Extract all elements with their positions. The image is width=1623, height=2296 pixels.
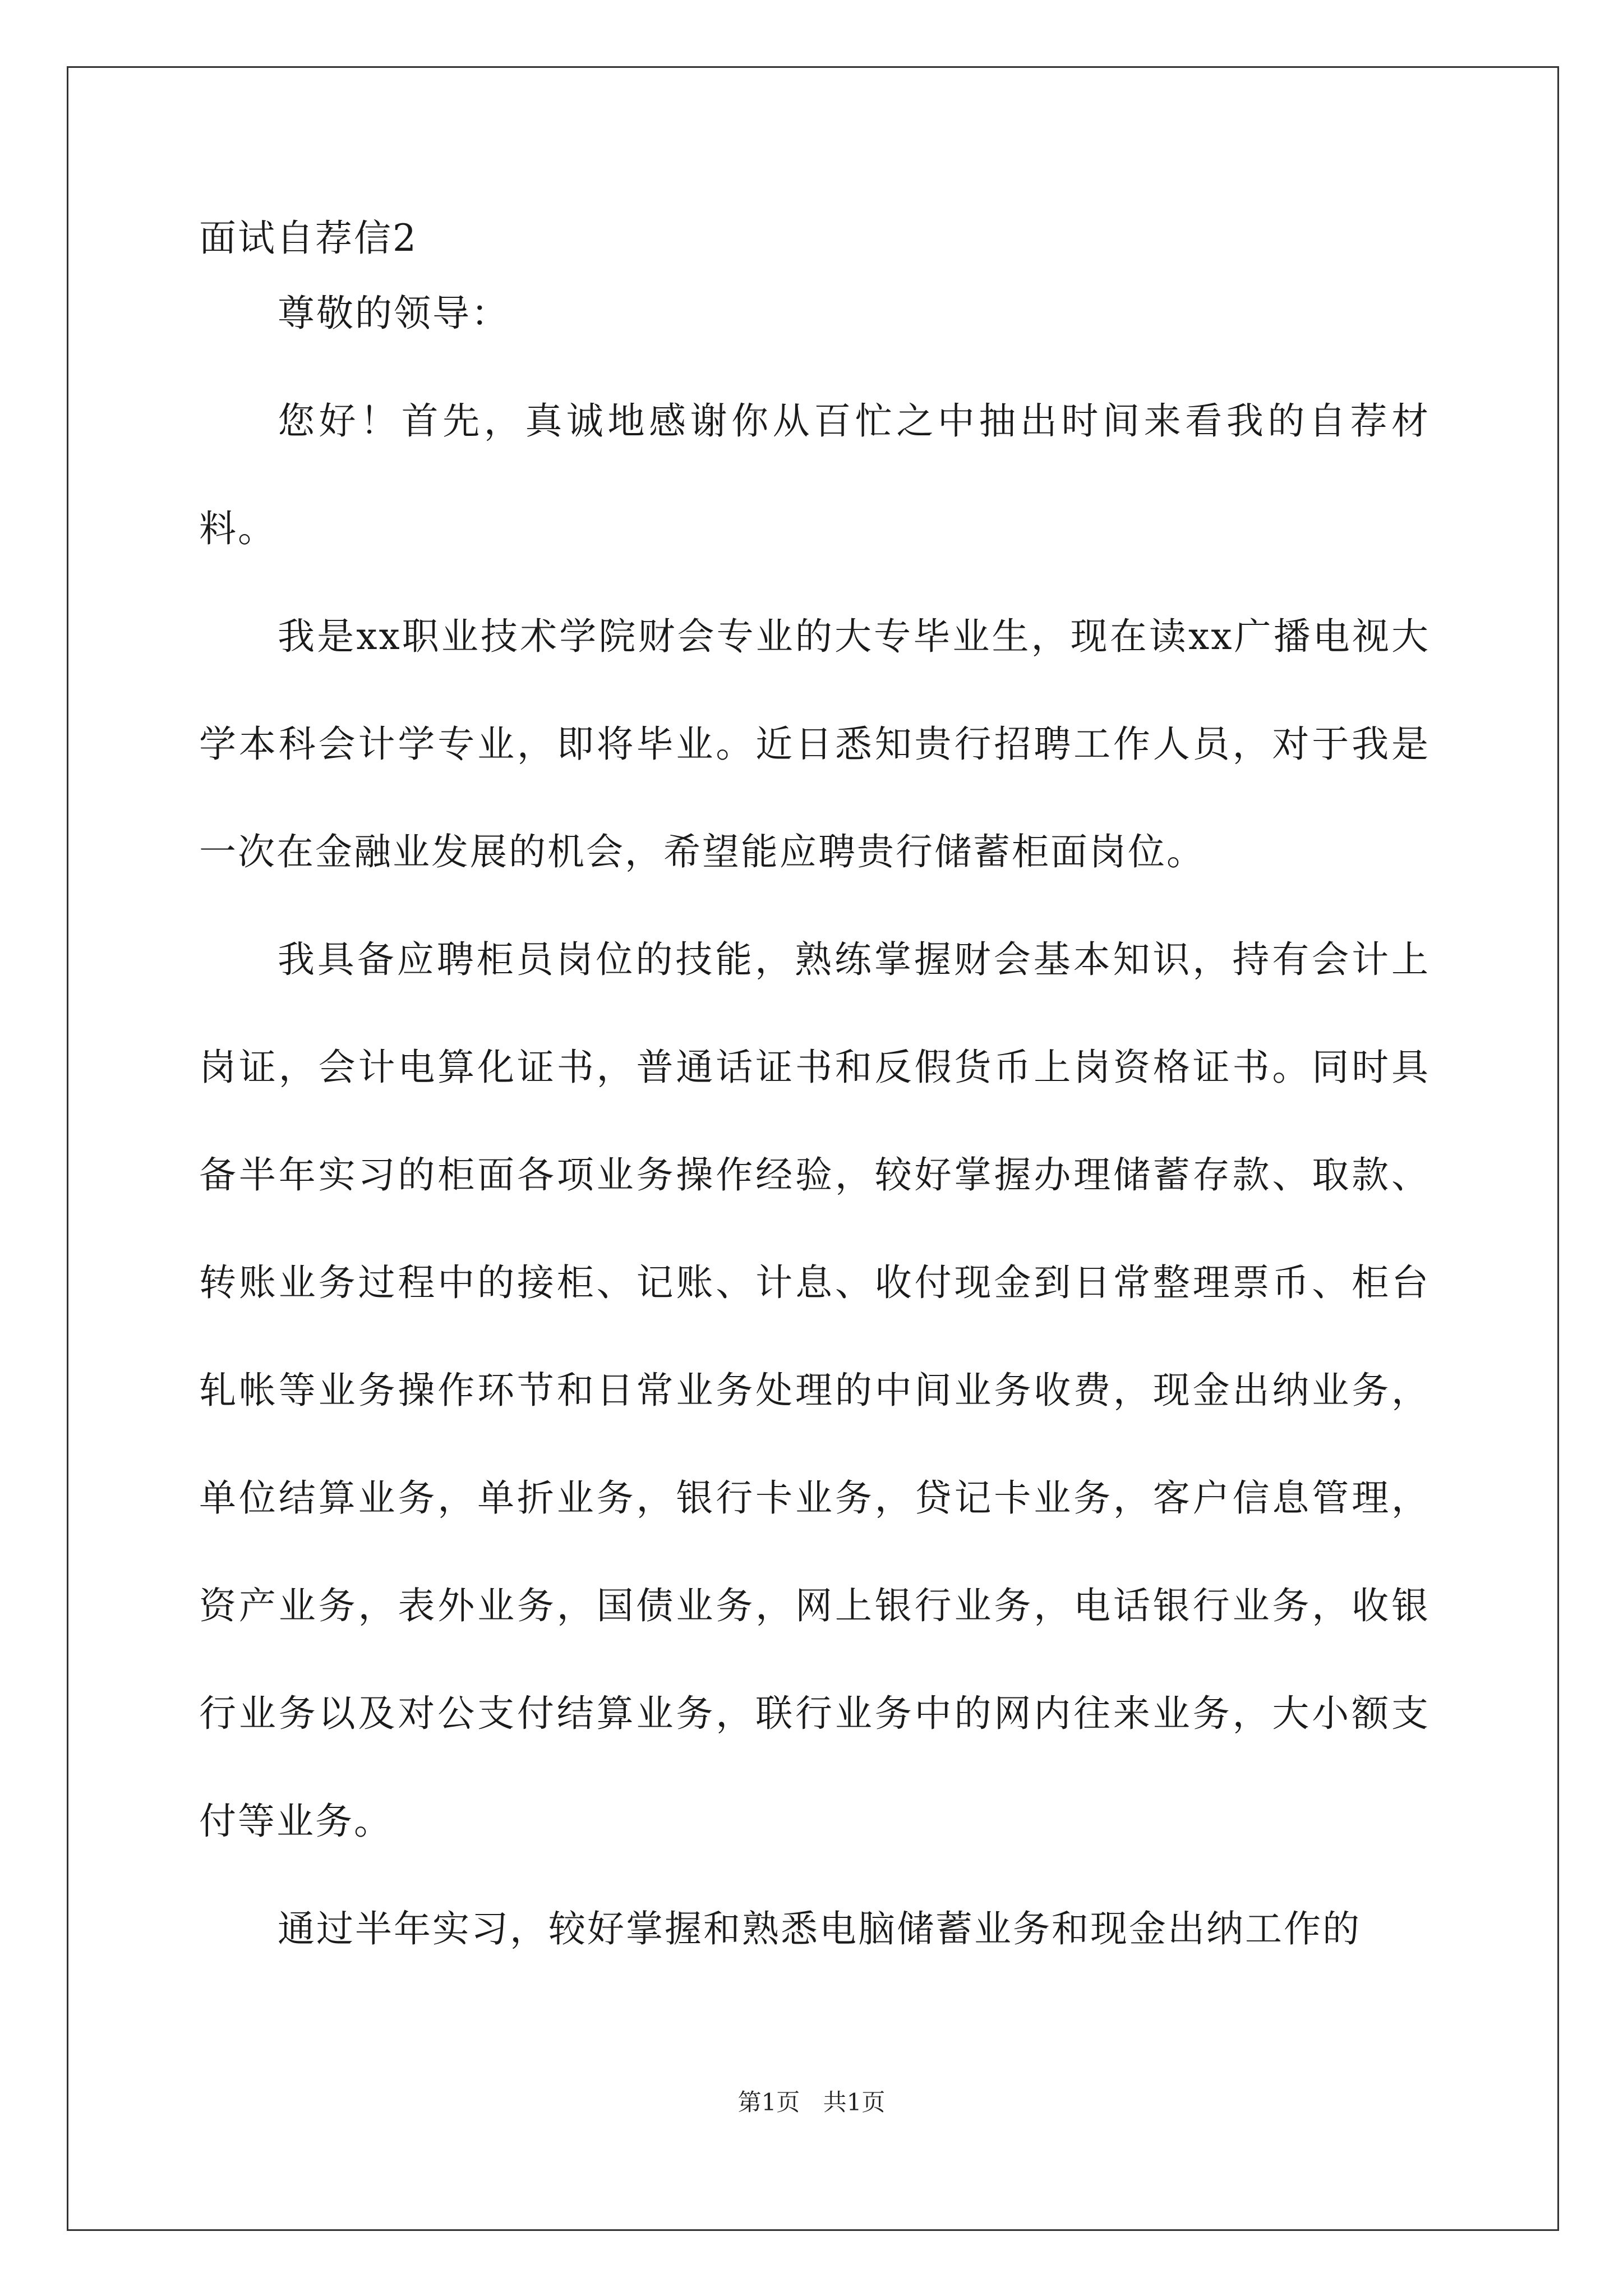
document-body	[199, 210, 1430, 1983]
paragraph-introduction: 我是xx职业技术学院财会专业的大专毕业生，现在读xx广播电视大学本科会计学专业，即将毕业。近日悉知贵行招聘工作人员，对于我是一次在金融业发展的机会，希望能应聘贵行储蓄柜面岗位。	[199, 615, 1430, 873]
document-title: 面试自荐信2	[199, 217, 418, 260]
page-footer	[0, 2086, 1623, 2119]
paragraph-skills: 我具备应聘柜员岗位的技能，熟练掌握财会基本知识，持有会计上岗证，会计电算化证书，普通话证书和反假货币上岗资格证书。同时具备半年实习的柜面各项业务操作经验，较好掌握办理储蓄存款、取款、转账业务过程中的接柜、记账、计息、收付现金到日常整理票币、柜台轧帐等业务操作环节和日常业务处理的中间业务收费，现金出纳业务，单位结算业务，单折业务，银行卡业务，贷记卡业务，客户信息管理，资产业务，表外业务，国债业务，网上银行业务，电话银行业务，收银行业务以及对公支付结算业务，联行业务中的网内往来业务，大小额支付等业务。	[199, 938, 1430, 1843]
page-total: 共1页	[823, 2088, 886, 2116]
paragraph-internship: 通过半年实习，较好掌握和熟悉电脑储蓄业务和现金出纳工作的	[278, 1907, 1361, 1950]
salutation: 尊敬的领导：	[278, 292, 510, 335]
paragraph-greeting: 您好！首先，真诚地感谢你从百忙之中抽出时间来看我的自荐材料。	[199, 399, 1430, 550]
page-number: 第1页	[737, 2088, 800, 2116]
